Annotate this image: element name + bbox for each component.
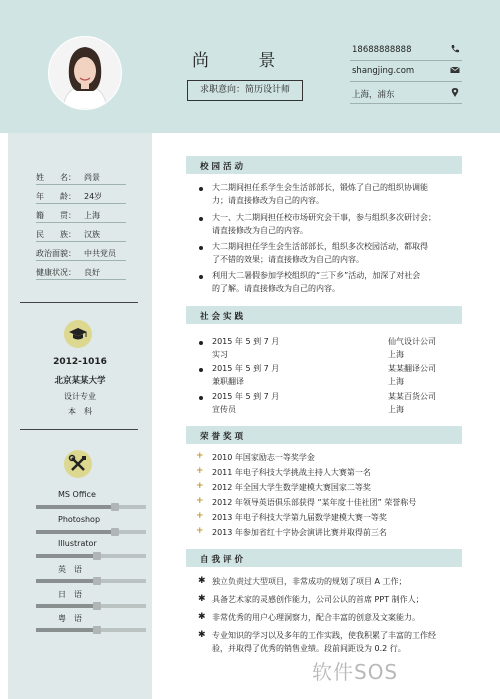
- info-label: 政治面貌：: [36, 249, 76, 258]
- phone-text: 18688888888: [352, 45, 412, 55]
- social-company: 某某翻译公司 上海: [388, 364, 436, 386]
- contact-location: [350, 83, 462, 104]
- section-header-campus: [186, 156, 462, 174]
- campus-item: 大一、大二期间担任校市场研究会干事，参与组织多次研讨会； 请直接修改为自己的内容。: [212, 213, 436, 235]
- star-bullet-icon: ✱: [198, 594, 206, 604]
- skill-label: 英 语: [58, 565, 82, 574]
- tools-icon: [64, 450, 92, 478]
- divider: [36, 241, 126, 242]
- plus-bullet-icon: +: [196, 526, 204, 536]
- award-item: 2013 年参加省红十字协会演讲比赛并取得前三名: [212, 528, 387, 537]
- plus-bullet-icon: +: [196, 451, 204, 461]
- info-politics: [36, 248, 116, 259]
- campus-item: 利用大二暑假参加学校组织的“三下乡”活动，加深了对社会 的了解。请直接修改为自己的内容。: [212, 271, 421, 293]
- award-item: 2013 年电子科技大学第九届数学建模大赛一等奖: [212, 513, 387, 522]
- skill-fill: [36, 530, 115, 534]
- social-item: 2015 年 5 到 7 月 兼职翻译: [212, 364, 280, 386]
- skill-label: Photoshop: [58, 515, 101, 524]
- edu-degree: 本 科: [68, 407, 92, 416]
- profile-photo: [48, 36, 122, 110]
- section-title: 社会实践: [200, 312, 247, 322]
- plus-bullet-icon: +: [196, 496, 204, 506]
- skill-knob: [93, 626, 101, 634]
- info-label: 姓 名：: [36, 173, 76, 182]
- award-item: 2012 年领导英语俱乐部获得 “某年度十佳社团” 荣誉称号: [212, 498, 417, 507]
- section-header-awards: [186, 426, 462, 444]
- skill-knob: [93, 602, 101, 610]
- bullet-dot: [199, 246, 203, 250]
- info-age: [36, 191, 102, 202]
- divider: [36, 203, 126, 204]
- self-item: 专业知识的学习以及多年的工作实践，使我积累了丰富的工作经 验，并取得了优秀的销售业绩。段前间距设为 0.2 行。: [212, 631, 436, 653]
- divider: [36, 260, 126, 261]
- self-item: 具备艺术家的灵感创作能力，公司公认的首席 PPT 制作人；: [212, 595, 424, 604]
- section-header-social: [186, 306, 462, 324]
- bullet-dot: [199, 396, 203, 400]
- skill-bar: [36, 579, 146, 583]
- bullet-dot: [199, 187, 203, 191]
- info-label: 年 龄：: [36, 192, 76, 201]
- edu-major: 设计专业: [64, 392, 96, 401]
- info-ethnicity: [36, 229, 100, 240]
- campus-item: 大二期间担任学生会生活部部长，组织多次校园活动，都取得 了不错的效果；请直接修改为自己的内容。: [212, 242, 428, 264]
- info-name: [36, 172, 100, 183]
- skill-fill: [36, 628, 97, 632]
- star-bullet-icon: ✱: [198, 630, 206, 640]
- info-label: 民 族：: [36, 230, 76, 239]
- info-value: 汉族: [84, 230, 100, 239]
- social-item: 2015 年 5 到 7 月 宣传员: [212, 392, 280, 414]
- skill-fill: [36, 505, 115, 509]
- skill-label: 日 语: [58, 590, 82, 599]
- location-pin-icon: [450, 87, 460, 97]
- divider: [36, 279, 126, 280]
- skill-fill: [36, 554, 97, 558]
- skill-bar: [36, 530, 146, 534]
- social-company: 仙气设计公司 上海: [388, 337, 436, 359]
- skill-knob: [93, 577, 101, 585]
- skill-bar: [36, 604, 146, 608]
- email-text: shangjing.com: [352, 66, 415, 76]
- candidate-name: 尚 景: [192, 51, 298, 71]
- section-title: 校园活动: [200, 162, 247, 172]
- skill-bar: [36, 628, 146, 632]
- skill-knob: [111, 528, 119, 536]
- self-item: 独立负责过大型项目，非常成功的规划了项目 A 工作；: [212, 577, 407, 586]
- bullet-dot: [199, 341, 203, 345]
- edu-school: 北京某某大学: [54, 376, 106, 386]
- star-bullet-icon: ✱: [198, 612, 206, 622]
- info-label: 健康状况：: [36, 268, 76, 277]
- skill-knob: [93, 552, 101, 560]
- skill-knob: [111, 503, 119, 511]
- watermark: 软件SOS: [312, 660, 399, 684]
- mail-icon: [450, 65, 460, 75]
- contact-phone: [350, 40, 462, 61]
- plus-bullet-icon: +: [196, 466, 204, 476]
- edu-years: 2012-1016: [53, 357, 107, 367]
- objective-box: 求职意向：简历设计师: [187, 80, 303, 101]
- skill-fill: [36, 579, 97, 583]
- skill-label: Illustrator: [58, 539, 97, 548]
- bullet-dot: [199, 217, 203, 221]
- info-value: 尚景: [84, 173, 100, 182]
- skill-bar: [36, 505, 146, 509]
- phone-icon: [450, 44, 460, 54]
- self-item: 非常优秀的用户心理洞察力，配合丰富的创意及文案能力。: [212, 613, 420, 622]
- divider: [36, 222, 126, 223]
- skill-bar: [36, 554, 146, 558]
- bullet-dot: [199, 368, 203, 372]
- info-hometown: [36, 210, 100, 221]
- section-title: 荣誉奖项: [200, 432, 247, 442]
- plus-bullet-icon: +: [196, 481, 204, 491]
- info-label: 籍 贯：: [36, 211, 76, 220]
- info-value: 24岁: [84, 192, 103, 201]
- skill-label: 粤 语: [58, 614, 82, 623]
- skill-label: MS Office: [58, 490, 96, 499]
- info-health: [36, 267, 100, 278]
- section-separator: [20, 429, 138, 430]
- social-company: 某某百货公司 上海: [388, 392, 436, 414]
- star-bullet-icon: ✱: [198, 576, 206, 586]
- skill-fill: [36, 604, 97, 608]
- divider: [36, 184, 126, 185]
- section-separator: [20, 302, 138, 303]
- section-title: 自我评价: [200, 555, 247, 565]
- info-value: 中共党员: [84, 249, 116, 258]
- plus-bullet-icon: +: [196, 511, 204, 521]
- award-item: 2012 年全国大学生数学建模大赛国家二等奖: [212, 483, 371, 492]
- info-value: 上海: [84, 211, 100, 220]
- contact-email: [350, 61, 462, 82]
- award-item: 2011 年电子科技大学挑战主持人大赛第一名: [212, 468, 371, 477]
- info-value: 良好: [84, 268, 100, 277]
- bullet-dot: [199, 275, 203, 279]
- social-item: 2015 年 5 到 7 月 实习: [212, 337, 280, 359]
- section-header-self: [186, 549, 462, 567]
- award-item: 2010 年国家励志一等奖学金: [212, 453, 315, 462]
- campus-item: 大二期间担任系学生会生活部部长，锻炼了自己的组织协调能 力；请直接修改为自己的内容。: [212, 183, 428, 205]
- graduation-cap-icon: [64, 320, 92, 348]
- location-text: 上海，浦东: [352, 90, 395, 100]
